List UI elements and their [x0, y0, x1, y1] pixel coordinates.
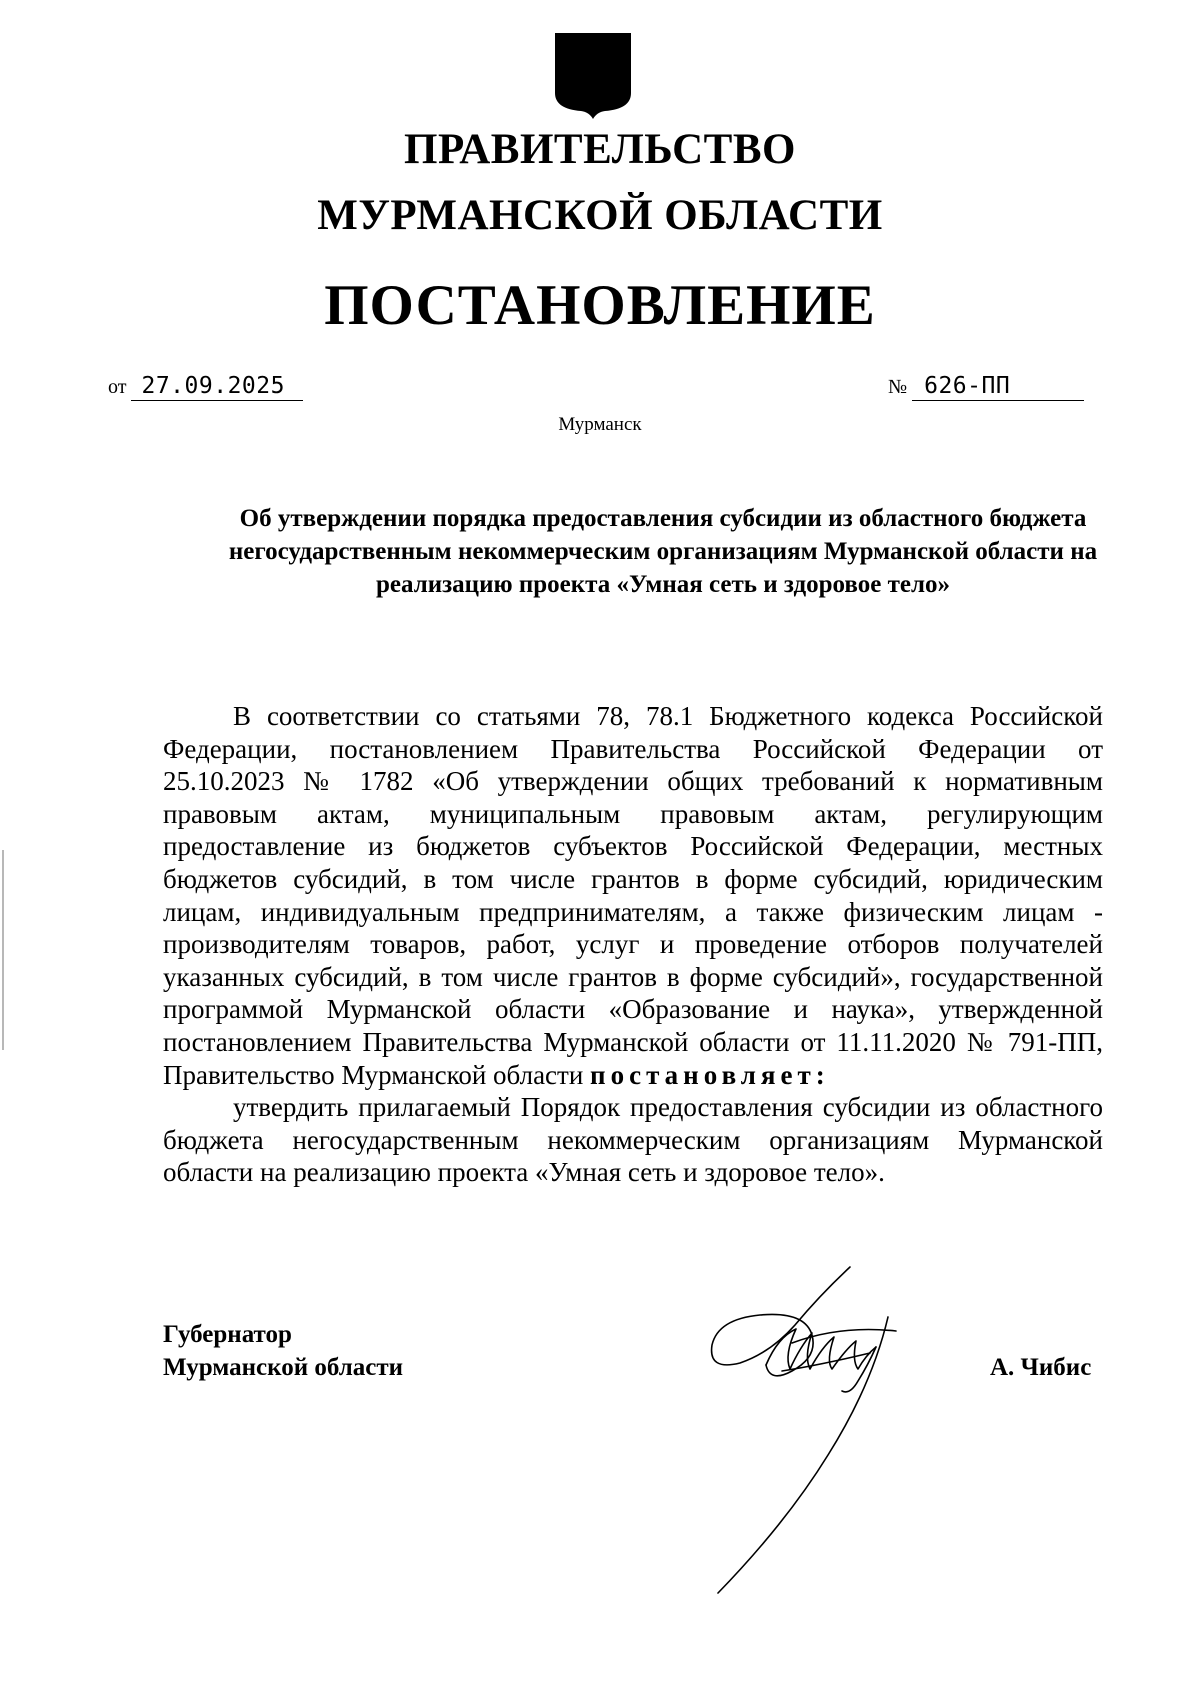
- handwritten-signature: [700, 1265, 960, 1595]
- org-name-line2: МУРМАНСКОЙ ОБЛАСТИ: [317, 192, 883, 239]
- document-subject: Об утверждении порядка предоставления субсидии из областного бюджета негосударственным некоммерческим организациям Мурманской области на реализацию проекта «Умная сеть и здоровое тело»: [228, 505, 1098, 598]
- coat-of-arms-icon: [553, 31, 633, 121]
- date-value: 27.09.2025: [131, 372, 303, 401]
- scan-margin-mark: [2, 850, 4, 1050]
- number-prefix: №: [888, 376, 908, 398]
- number-value: 626-ПП: [912, 372, 1084, 401]
- resolves-word: постановляет:: [590, 1059, 830, 1090]
- document-type: ПОСТАНОВЛЕНИЕ: [324, 274, 876, 337]
- org-name-line1: ПРАВИТЕЛЬСТВО: [404, 126, 796, 173]
- document-body: [163, 700, 1103, 1189]
- signer-position-line2: Мурманской области: [163, 1354, 404, 1381]
- document-number: [888, 372, 1084, 401]
- body-paragraph-1: [163, 700, 1103, 1091]
- body-paragraph-2: утвердить прилагаемый Порядок предоставления субсидии из областного бюджета негосударственным некоммерческим организациям Мурманской области на реализацию проекта «Умная сеть и здоровое тело».: [163, 1092, 1103, 1188]
- paragraph-1-text: В соответствии со статьями 78, 78.1 Бюджетного кодекса Российской Федерации, постановлением Правительства Российской Федерации от 25.10.2023 № 1782 «Об утверждении общих требований к нормативным правовым актам, муниципальным правовым актам, регулирующим предоставление из бюджетов субъектов Российской Федерации, местных бюджетов субсидий, в том числе грантов в форме субсидий, юридическим лицам, индивидуальным предпринимателям, а также физическим лицам - производителям товаров, работ, услуг и проведение отборов получателей указанных субсидий, в том числе грантов в форме субсидий», государственной программой Мурманской области «Образование и наука», утвержденной постановлением Правительства Мурманской области от 11.11.2020 № 791-ПП, Правительство Мурманской области: [163, 701, 1103, 1090]
- signer-name: А. Чибис: [990, 1354, 1092, 1381]
- document-date: [108, 372, 303, 401]
- city-name: Мурманск: [558, 414, 642, 435]
- date-prefix: от: [108, 376, 127, 398]
- signer-position: [163, 1318, 403, 1384]
- signer-position-line1: Губернатор: [163, 1321, 292, 1348]
